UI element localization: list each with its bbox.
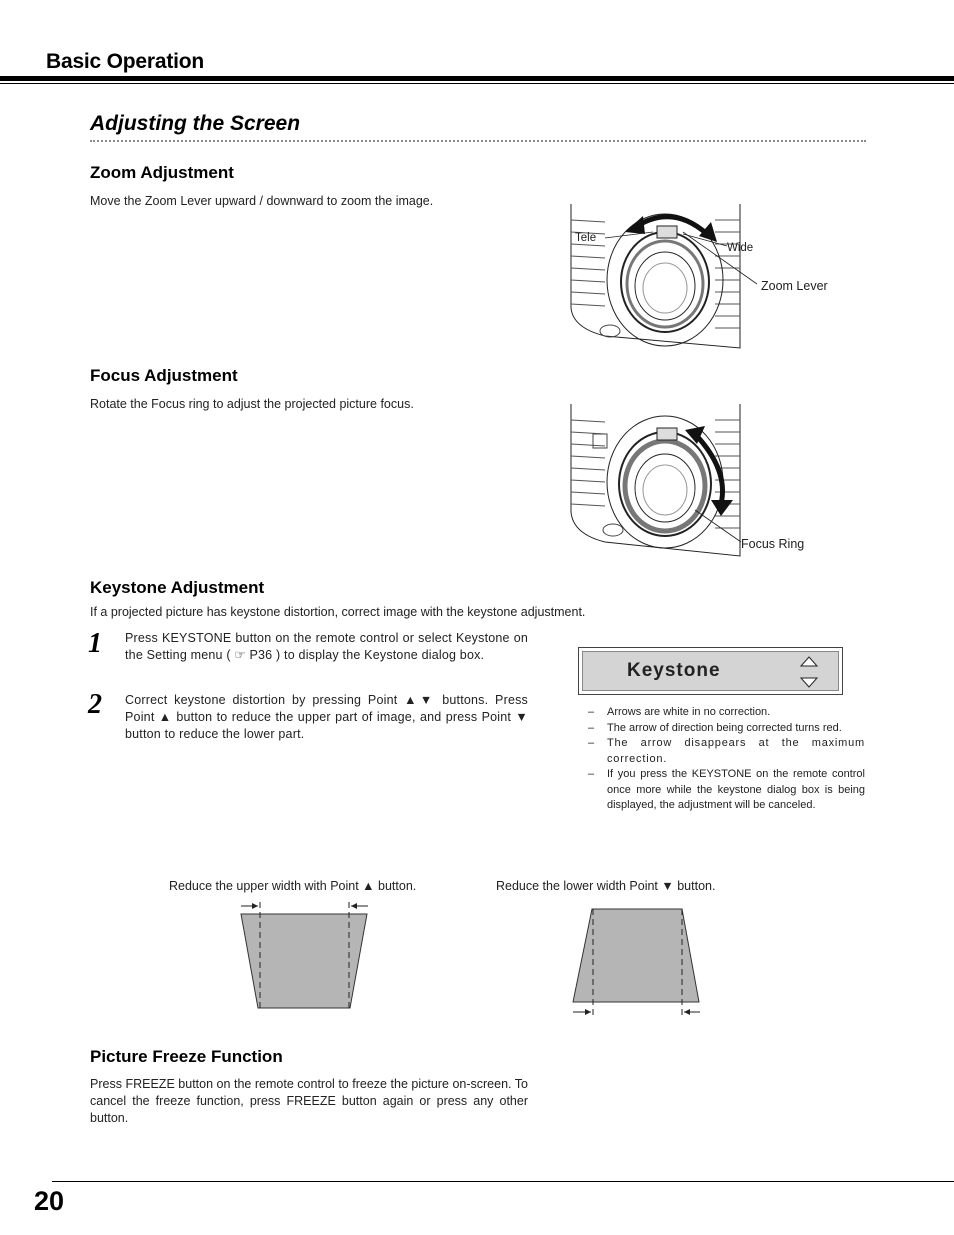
section-divider bbox=[90, 140, 866, 142]
note-item: – Arrows are white in no correction. bbox=[588, 706, 771, 718]
keystone-dialog bbox=[578, 647, 843, 695]
focus-label-ring: Focus Ring bbox=[741, 537, 805, 551]
note-item: – If you press the KEYSTONE on the remote control once more while the keystone dialog box is being displayed, the adjustment will be canceled. bbox=[588, 768, 865, 811]
keystone-lower-diagram bbox=[560, 896, 710, 1021]
zoom-label-lever: Zoom Lever bbox=[761, 279, 828, 293]
down-arrow-icon bbox=[801, 678, 817, 687]
step-1-text: Press KEYSTONE button on the remote control or select Keystone on the Setting menu ( ☞ P36 ) to display the Keystone dialog box. bbox=[125, 631, 528, 662]
keystone-dialog-label: Keystone bbox=[627, 660, 721, 681]
keystone-intro: If a projected picture has keystone distortion, correct image with the keystone adjustment. bbox=[90, 605, 586, 619]
zoom-illustration bbox=[565, 198, 850, 358]
header-rule bbox=[0, 76, 954, 81]
arrow-left-icon bbox=[351, 903, 357, 909]
arrow-right-icon bbox=[252, 903, 258, 909]
freeze-heading: Picture Freeze Function bbox=[90, 1047, 283, 1066]
keystone-upper-diagram bbox=[230, 896, 380, 1016]
note-item: – The arrow of direction being corrected turns red. bbox=[588, 721, 842, 734]
arrow-left-icon bbox=[684, 1009, 690, 1015]
arrow-right-icon bbox=[585, 1009, 591, 1015]
step-2-text: Correct keystone distortion by pressing Point ▲▼ buttons. Press Point ▲ button to reduce the upper part of image, and press Point ▼ button to reduce the lower part. bbox=[125, 693, 528, 741]
note-item: – The arrow disappears at the maximum correction. bbox=[588, 737, 865, 765]
chapter-title: Basic Operation bbox=[46, 50, 205, 73]
up-arrow-icon bbox=[801, 657, 817, 666]
focus-illustration bbox=[565, 400, 850, 560]
page-number: 20 bbox=[34, 1186, 65, 1216]
focus-text: Rotate the Focus ring to adjust the projected picture focus. bbox=[90, 397, 414, 411]
focus-heading: Focus Adjustment bbox=[90, 366, 238, 385]
footer-rule bbox=[52, 1181, 954, 1182]
zoom-label-wide: Wide bbox=[727, 242, 754, 254]
step-2-number: 2 bbox=[88, 689, 102, 720]
zoom-label-tele: Tele bbox=[575, 232, 597, 244]
section-title: Adjusting the Screen bbox=[90, 112, 301, 135]
keystone-heading: Keystone Adjustment bbox=[90, 578, 265, 597]
caption-upper: Reduce the upper width with Point ▲ button. bbox=[169, 879, 417, 893]
keystone-arrows bbox=[799, 655, 819, 689]
keystone-notes bbox=[588, 705, 865, 814]
zoom-heading: Zoom Adjustment bbox=[90, 163, 234, 182]
step-1-number: 1 bbox=[88, 628, 102, 659]
header-rule-thin bbox=[0, 83, 954, 84]
zoom-text: Move the Zoom Lever upward / downward to zoom the image. bbox=[90, 194, 434, 208]
caption-lower: Reduce the lower width Point ▼ button. bbox=[496, 879, 716, 893]
freeze-text: Press FREEZE button on the remote control to freeze the picture on-screen. To cancel the freeze function, press FREEZE button again or press any other button. bbox=[90, 1077, 528, 1125]
